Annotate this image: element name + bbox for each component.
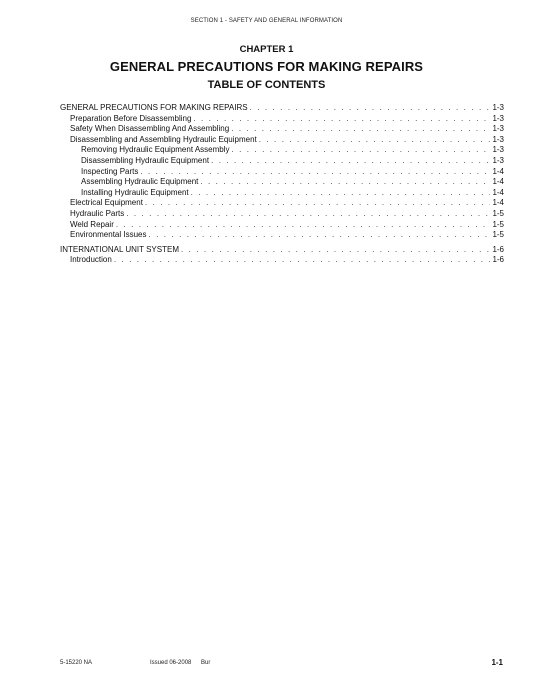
toc-entry-label: Removing Hydraulic Equipment Assembly <box>81 145 230 155</box>
toc-leader-dots <box>231 124 490 135</box>
toc-entry[interactable] <box>60 255 504 266</box>
toc-entry[interactable] <box>60 198 504 209</box>
toc-leader-dots <box>116 220 491 231</box>
toc-leader-dots <box>250 103 491 114</box>
toc-entry-page: 1-4 <box>492 187 504 197</box>
toc-leader-dots <box>259 135 491 146</box>
toc-entry-page: 1-3 <box>492 113 504 123</box>
toc-entry-page: 1-3 <box>492 124 504 134</box>
table-of-contents <box>60 103 504 266</box>
toc-entry-label: Hydraulic Parts <box>70 208 125 218</box>
footer-page-number: 1-1 <box>491 658 503 667</box>
toc-entry[interactable] <box>60 124 504 135</box>
toc-leader-dots <box>148 230 490 241</box>
toc-entry[interactable] <box>60 114 504 125</box>
chapter-title: GENERAL PRECAUTIONS FOR MAKING REPAIRS <box>109 59 424 74</box>
toc-entry-page: 1-3 <box>492 103 504 112</box>
toc-leader-dots <box>193 114 490 125</box>
footer-issue-info <box>150 660 218 666</box>
toc-entry-label: Electrical Equipment <box>70 198 143 208</box>
toc-entry[interactable] <box>60 145 504 156</box>
toc-leader-dots <box>211 156 490 167</box>
toc-entry-label: Introduction <box>70 255 112 265</box>
toc-heading: TABLE OF CONTENTS <box>207 79 326 91</box>
toc-entry-label: Disassembling Hydraulic Equipment <box>81 155 210 165</box>
toc-entry[interactable] <box>60 188 504 199</box>
toc-entry[interactable] <box>60 230 504 241</box>
toc-entry-page: 1-5 <box>492 219 504 229</box>
toc-entry-page: 1-4 <box>492 166 504 176</box>
toc-entry[interactable] <box>60 167 504 178</box>
footer-doc-number: 5-15220 NA <box>60 660 93 666</box>
toc-entry[interactable] <box>60 156 504 167</box>
toc-entry-page: 1-4 <box>492 198 504 208</box>
toc-leader-dots <box>232 145 491 156</box>
toc-entry-label: Installing Hydraulic Equipment <box>81 187 189 197</box>
toc-entry[interactable] <box>60 220 504 231</box>
toc-entry-page: 1-3 <box>492 145 504 155</box>
chapter-label: CHAPTER 1 <box>239 44 294 55</box>
toc-entry-label: Environmental Issues <box>70 230 147 240</box>
section-header: SECTION 1 - SAFETY AND GENERAL INFORMATION <box>190 18 343 24</box>
toc-entry-label: Weld Repair <box>70 219 114 229</box>
toc-entry-label: Preparation Before Disassembling <box>70 113 192 123</box>
toc-entry-label: GENERAL PRECAUTIONS FOR MAKING REPAIRS <box>60 103 248 112</box>
footer-language: Bur <box>201 660 211 666</box>
footer-issued: Issued 06-2008 <box>150 660 192 666</box>
toc-entry-label: Inspecting Parts <box>81 166 139 176</box>
toc-entry[interactable] <box>60 209 504 220</box>
toc-leader-dots <box>145 198 491 209</box>
toc-leader-dots <box>191 188 491 199</box>
toc-entry[interactable] <box>60 103 504 114</box>
toc-entry-label: Assembling Hydraulic Equipment <box>81 177 199 187</box>
toc-entry-label: Disassembling and Assembling Hydraulic Equipment <box>70 134 257 144</box>
toc-leader-dots <box>114 255 491 266</box>
toc-entry-page: 1-3 <box>492 155 504 165</box>
toc-entry-page: 1-3 <box>492 134 504 144</box>
toc-entry-page: 1-6 <box>492 244 504 254</box>
toc-entry-page: 1-5 <box>492 208 504 218</box>
toc-leader-dots <box>181 245 490 256</box>
toc-entry[interactable] <box>60 177 504 188</box>
toc-leader-dots <box>140 167 490 178</box>
toc-entry-page: 1-5 <box>492 230 504 240</box>
toc-leader-dots <box>200 177 490 188</box>
toc-entry[interactable] <box>60 245 504 256</box>
toc-entry-label: Safety When Disassembling And Assembling <box>70 124 230 134</box>
toc-entry[interactable] <box>60 135 504 146</box>
toc-entry-label: INTERNATIONAL UNIT SYSTEM <box>60 244 179 254</box>
toc-entry-page: 1-6 <box>492 255 504 265</box>
toc-leader-dots <box>126 209 490 220</box>
toc-entry-page: 1-4 <box>492 177 504 187</box>
